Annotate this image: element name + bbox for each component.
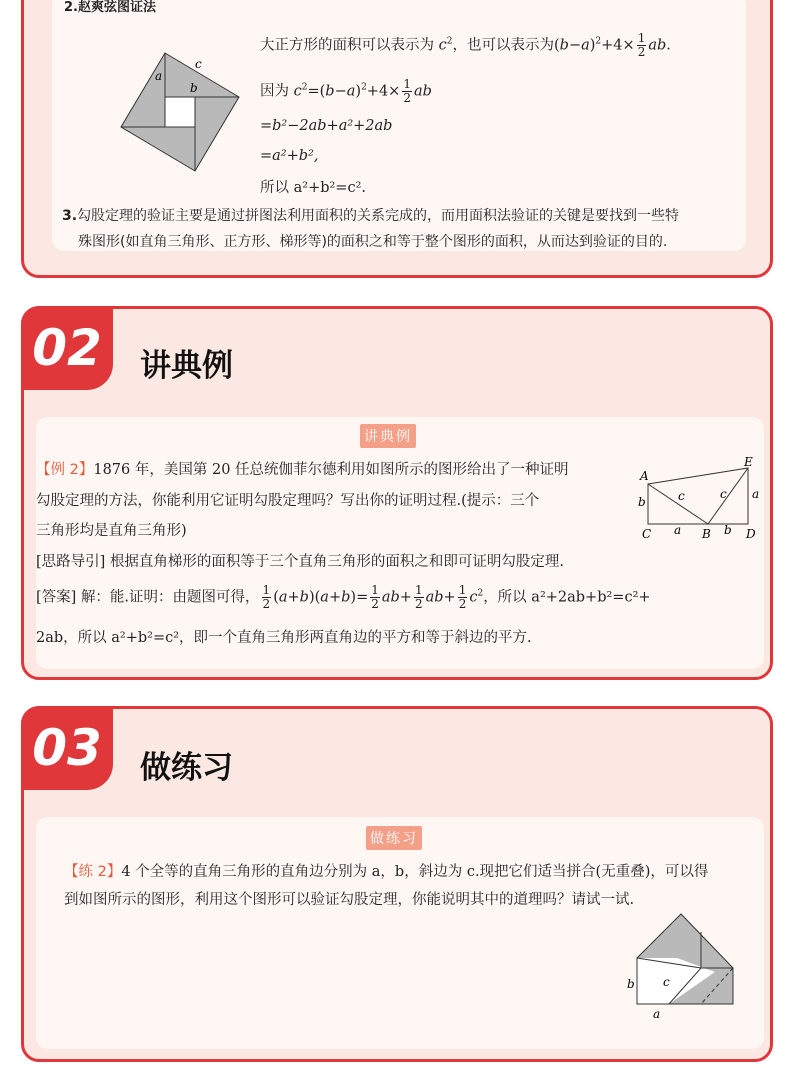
label-c: c	[195, 57, 202, 71]
proof-line-2-prefix: 因为	[260, 83, 289, 100]
proof-line-3: =b²−2ab+a²+2ab	[260, 118, 393, 134]
answer-line-1: [答案] 解：能.证明：由题图可得， $\frac{1}{2}$ (a+b)(a+b)= $\frac{1}{2}$ ab+ $\frac{1}{2}$ ab+ $\frac{1}{2}$ $c^2$，所以 a²+2ab+b²=c²+	[36, 583, 651, 611]
example-line-2: 勾股定理的方法，你能利用它证明勾股定理吗？写出你的证明过程.(提示：三个	[36, 493, 540, 509]
exercise-label: 【练 2】	[64, 864, 122, 880]
label-c-1: c	[678, 489, 685, 503]
note-3-text-1: 勾股定理的验证主要是通过拼图法利用面积的关系完成的，而用面积法验证的关键是要找到一些特	[77, 208, 680, 224]
example-line-1	[36, 458, 569, 479]
label-b-bottom: b	[724, 523, 732, 537]
inner-square	[165, 97, 195, 127]
proof-line-1-mid: ，也可以表示为	[452, 37, 554, 54]
answer-label: [答案]	[36, 589, 77, 606]
hint-text: 根据直角梯形的面积等于三个直角三角形的面积之和即可证明勾股定理.	[109, 554, 565, 570]
label-A: A	[640, 469, 649, 483]
exercise-line-2: 到如图所示的图形，利用这个图形可以验证勾股定理，你能说明其中的道理吗？请试一试.	[64, 892, 635, 908]
label-C: C	[642, 527, 652, 541]
label-a: a	[653, 1007, 661, 1021]
section-03-badge: 03	[21, 706, 113, 790]
proof-line-4: =a²+b²,	[260, 148, 319, 164]
proof-line-1: 大正方形的面积可以表示为 $c^2$，也可以表示为$(b-a)^2+4\times$ $\frac{1}{2}$ ab.	[260, 31, 671, 59]
proof-line-1-prefix: 大正方形的面积可以表示为	[260, 37, 434, 54]
note-3-line-1	[62, 205, 679, 225]
label-a: a	[155, 69, 163, 83]
label-b-left: b	[638, 495, 646, 509]
hint-line	[36, 550, 564, 571]
label-a-right: a	[752, 487, 760, 501]
section-03-title: 做练习	[140, 750, 233, 786]
note-3-number: 3.	[62, 208, 78, 224]
garfield-figure	[636, 456, 766, 542]
proof-line-5: 所以 a²+b²=c².	[260, 180, 367, 196]
exercise-line-1	[64, 860, 708, 881]
note-3-line-2: 殊图形(如直角三角形、正方形、梯形等)的面积之和等于整个图形的面积，从而达到验证的目的.	[78, 234, 668, 250]
example-tag: 讲典例	[360, 424, 416, 448]
zhao-shuang-figure	[120, 52, 240, 172]
exercise-tag: 做练习	[366, 826, 422, 850]
label-a-bottom: a	[674, 523, 682, 537]
section-02-badge: 02	[21, 306, 113, 390]
example-label: 【例 2】	[36, 462, 94, 478]
answer-line-2: 2ab，所以 a²+b²=c²，即一个直角三角形两直角边的平方和等于斜边的平方.	[36, 630, 532, 646]
proof-line-2: 因为 $c^2=(b-a)^2+4\times$ $\frac{1}{2}$ ab	[260, 77, 432, 105]
exercise-figure	[625, 912, 745, 1024]
seg-BE	[708, 468, 748, 524]
exercise-text-1: 4 个全等的直角三角形的直角边分别为 a，b，斜边为 c.现把它们适当拼合(无重叠)，可以得	[121, 864, 709, 880]
label-B: B	[702, 527, 711, 541]
section-02-title: 讲典例	[140, 348, 233, 384]
answer-prefix: 解：能.证明：由题图可得，	[80, 589, 260, 606]
label-b: b	[627, 977, 635, 991]
label-c: c	[663, 975, 670, 989]
answer-suffix: ，所以 a²+2ab+b²=c²+	[483, 589, 651, 606]
label-b: b	[190, 81, 198, 95]
label-E: E	[744, 456, 753, 469]
zhao-shuang-heading: 2.赵爽弦图证法	[64, 0, 156, 15]
example-text-1: 1876 年，美国第 20 任总统伽菲尔德利用如图所示的图形给出了一种证明	[93, 462, 569, 478]
label-D: D	[746, 527, 756, 541]
trapezoid	[648, 468, 748, 524]
hint-label: [思路导引]	[36, 554, 106, 570]
label-c-2: c	[720, 487, 727, 501]
example-line-3: 三角形均是直角三角形)	[36, 523, 187, 539]
